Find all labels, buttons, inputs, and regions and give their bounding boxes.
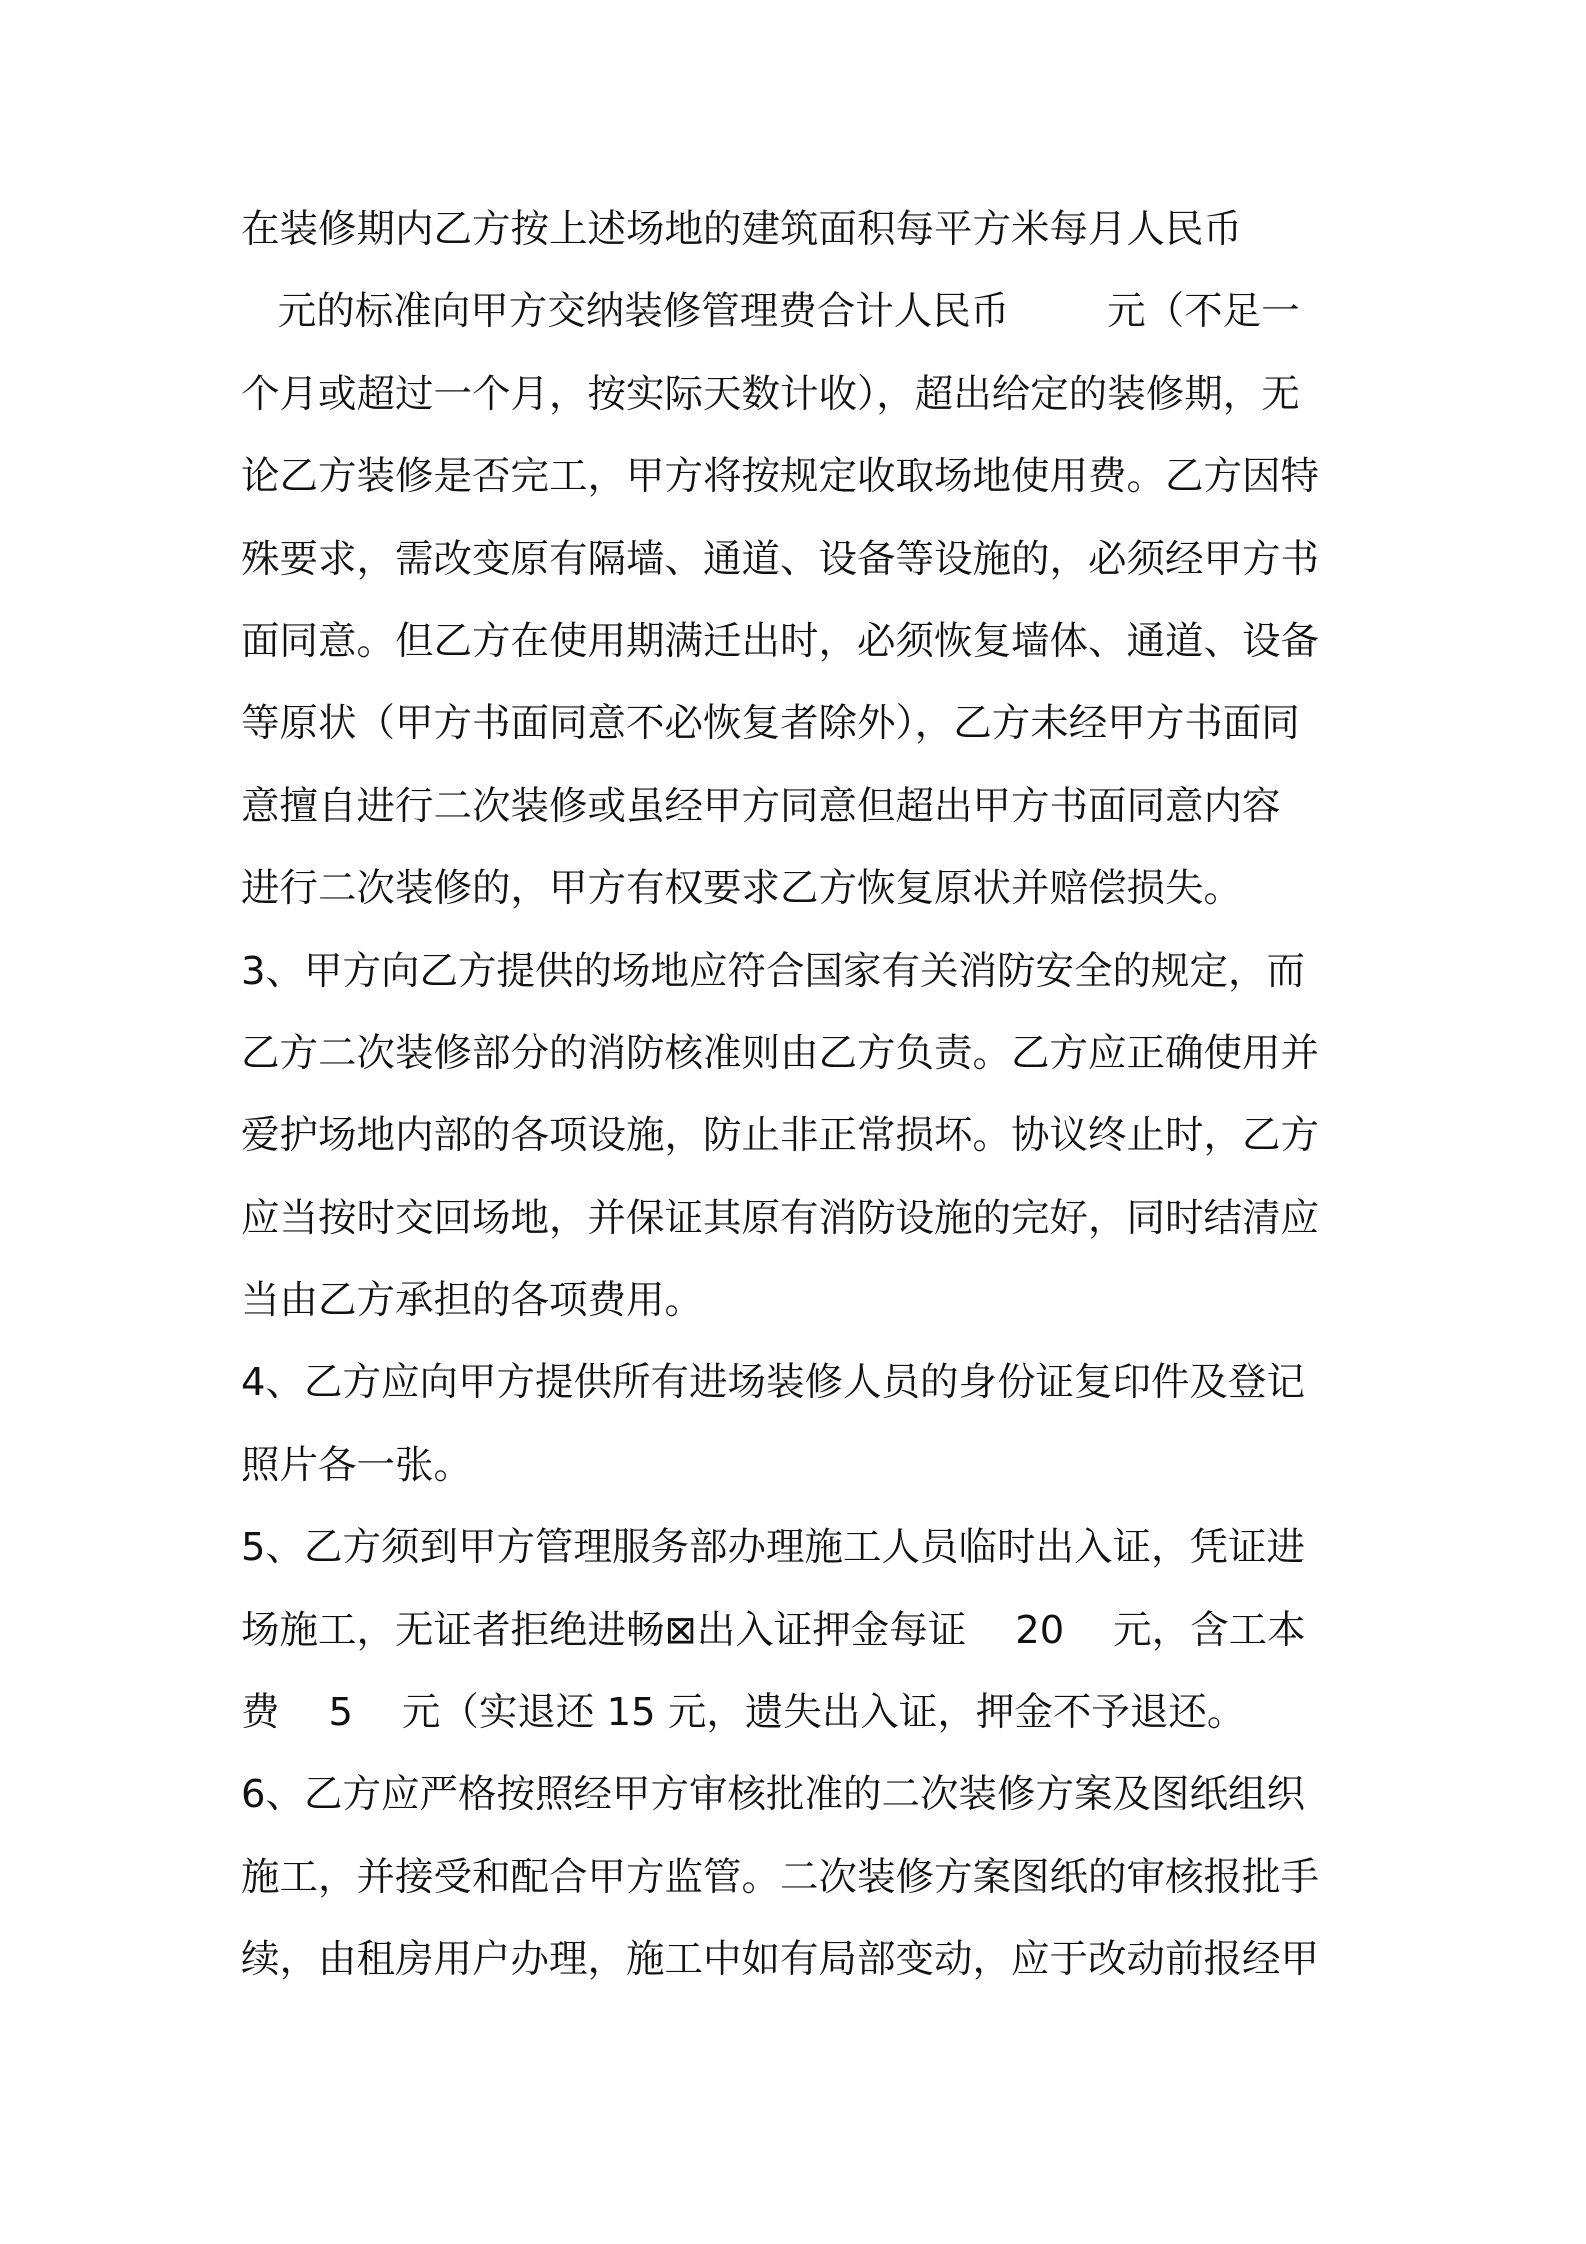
text-line: 续，由租房用户办理，施工中如有局部变动，应于改动前报经甲 <box>241 1937 1320 1983</box>
text-line: 3、甲方向乙方提供的场地应符合国家有关消防安全的规定，而 <box>241 948 1305 994</box>
text-line: 费 5 元（实退还 15 元，遗失出入证，押金不予退还。 <box>241 1690 1246 1736</box>
text-line: 场施工，无证者拒绝进畅⊠出入证押金每证 20 元，含工本 <box>241 1607 1306 1653</box>
text-line: 施工，并接受和配合甲方监管。二次装修方案图纸的审核报批手 <box>241 1854 1320 1900</box>
text-line: 4、乙方应向甲方提供所有进场装修人员的身份证复印件及登记 <box>241 1360 1305 1406</box>
text-line: 5、乙方须到甲方管理服务部办理施工人员临时出入证，凭证进 <box>241 1525 1305 1571</box>
document-body <box>241 200 1361 2013</box>
text-line: 面同意。但乙方在使用期满迁出时，必须恢复墙体、通道、设备 <box>241 618 1320 664</box>
text-line: 殊要求，需改变原有隔墙、通道、设备等设施的，必须经甲方书 <box>241 536 1320 582</box>
text-line: 在装修期内乙方按上述场地的建筑面积每平方米每月人民币 <box>241 207 1243 252</box>
text-line: 6、乙方应严格按照经甲方审核批准的二次装修方案及图纸组织 <box>241 1772 1305 1818</box>
text-line: 应当按时交回场地，并保证其原有消防设施的完好，同时结清应 <box>241 1195 1320 1241</box>
text-line: 照片各一张。 <box>241 1442 473 1488</box>
text-line: 当由乙方承担的各项费用。 <box>241 1278 704 1324</box>
text-line: 进行二次装修的，甲方有权要求乙方恢复原状并赔偿损失。 <box>241 866 1243 912</box>
text-line: 意擅自进行二次装修或虽经甲方同意但超出甲方书面同意内容 <box>241 783 1281 829</box>
text-line: 论乙方装修是否完工，甲方将按规定收取场地使用费。乙方因特 <box>241 454 1320 500</box>
text-line: 乙方二次装修部分的消防核准则由乙方负责。乙方应正确使用并 <box>241 1030 1320 1076</box>
text-line: 元的标准向甲方交纳装修管理费合计人民币 元（不足一 <box>241 289 1300 335</box>
text-line: 等原状（甲方书面同意不必恢复者除外），乙方未经甲方书面同 <box>241 701 1300 747</box>
text-line: 个月或超过一个月，按实际天数计收），超出给定的装修期，无 <box>241 371 1300 417</box>
text-line: 爱护场地内部的各项设施，防止非正常损坏。协议终止时，乙方 <box>241 1113 1320 1159</box>
